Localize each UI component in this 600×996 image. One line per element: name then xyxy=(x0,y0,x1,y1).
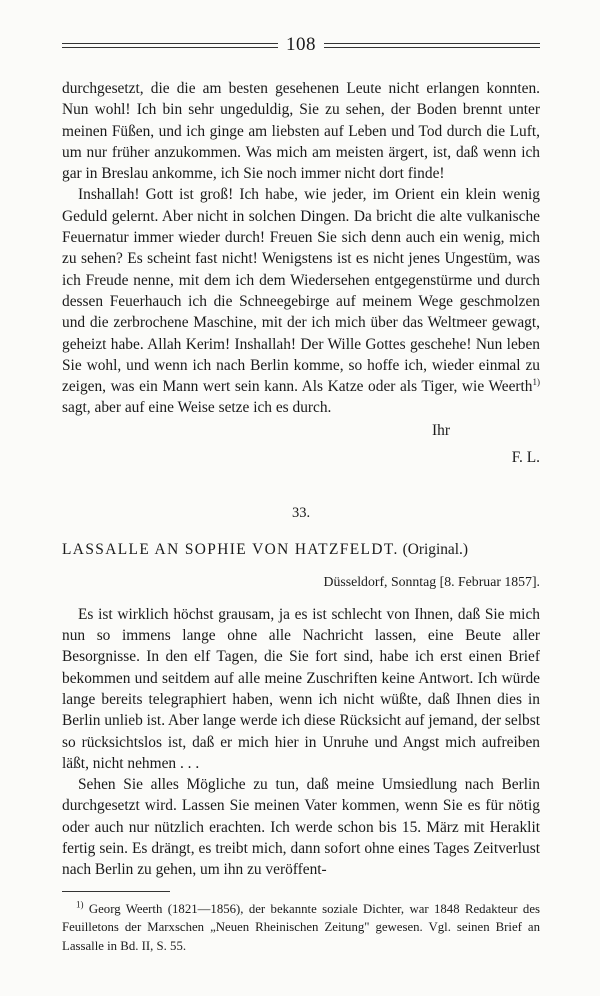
footnote-text: Georg Weerth (1821—1856), der bekannte soziale Dichter, war 1848 Redakteur des Feuilletons der Marxschen „Neuen Rheinischen Zeitung" gewesen. Vgl. seinen Brief an Lassalle in Bd. II, S. 55. xyxy=(62,901,540,953)
letter-paragraph-1: Es ist wirklich höchst grausam, ja es ist schlecht von Ihnen, daß Sie mich nun so immens lange ohne alle Nachricht lassen, eine Beute aller Besorgnisse. In den elf Tagen, die Sie fort sind, habe ich erst einen Brief bekommen und seitdem auf alle meine Zuschriften keine Antwort. Ich würde lange bereits telegraphiert haben, wenn ich nicht wüßte, daß Ihnen dies in Berlin unlieb ist. Aber lange werde ich diese Rücksicht auf jemand, der selbst so rücksichtslos ist, daß er mich hier in Unruhe und Angst mich aufreiben läßt, nicht nehmen . . . xyxy=(62,605,540,772)
letter-paragraph-2: Sehen Sie alles Mögliche zu tun, daß meine Umsiedlung nach Berlin durchgesetzt wird. Lassen Sie meinen Vater kommen, wenn Sie es für nötig oder auch nur nützlich erachten. Ich werde schon bis 15. März mit Heraklit fertig sein. Es drängt, es treibt mich, dann sofort ohne eines Tages Zeitverlust nach Berlin zu gehen, um ihn zu veröffent- xyxy=(62,776,540,879)
letter-number: 33. xyxy=(291,504,311,521)
closing-ihr: Ihr xyxy=(432,421,450,439)
page-header xyxy=(62,30,540,60)
footnote xyxy=(62,900,540,956)
paragraph-inshallah-text: Inshallah! Gott ist groß! Ich habe, wie jeder, im Orient ein klein wenig Geduld gelernt. Aber nicht in solchen Dingen. Da bricht die alte vulkanische Feuernatur immer wieder durch! Freuen Sie sich denn auch ein wenig, mich zu sehen? Es scheint fast nicht! Wenigstens ist es nicht jenes Ungestüm, was ich Freude nenne, mit dem ich dem Wiedersehen entgegenstürme und durch dessen Feuerhauch ich die Schneegebirge auf meinem Wege geschmolzen und die zerbrochene Maschine, mit der ich mich über das Weltmeer gewagt, geheizt habe. Allah Kerim! Inshallah! Der Wille Gottes geschehe! Nun leben Sie wohl, und wenn ich nach Berlin komme, so hoffe ich, wieder einmal zu zeigen, was ein Mann wert sein kann. Als Katze oder als Tiger, wie Weerth xyxy=(62,186,540,396)
signature: F. L. xyxy=(511,448,540,466)
paragraph-inshallah xyxy=(62,184,540,418)
footnote-rule xyxy=(62,891,170,892)
letter-heading xyxy=(62,539,540,561)
letter-date: Düsseldorf, Sonntag [8. Februar 1857]. xyxy=(323,573,540,589)
footnote-reference: 1) xyxy=(532,377,540,388)
paragraph-inshallah-end: sagt, aber auf eine Weise setze ich es durch. xyxy=(62,399,332,417)
page-number: 108 xyxy=(286,34,316,55)
header-rule-right xyxy=(324,43,540,48)
footnote-mark: 1) xyxy=(76,899,84,910)
book-page xyxy=(62,30,540,968)
letter-heading-main: LASSALLE AN SOPHIE VON HATZFELDT. xyxy=(62,540,399,558)
header-rule-left xyxy=(62,43,278,48)
paragraph-continuation: durchgesetzt, die die am besten gesehenen Leute nicht erlangen konnten. Nun wohl! Ich bin sehr ungeduldig, Sie zu sehen, der Boden brennt unter meinen Füßen, und ich ginge am liebsten auf Leben und Tod durch die Luft, um nur früher anzukommen. Was mich am meisten ärgert, ist, daß wenn ich gar in Breslau ankomme, ich Sie noch immer nicht dort finde! xyxy=(62,80,540,183)
letter-heading-note: (Original.) xyxy=(398,540,469,558)
